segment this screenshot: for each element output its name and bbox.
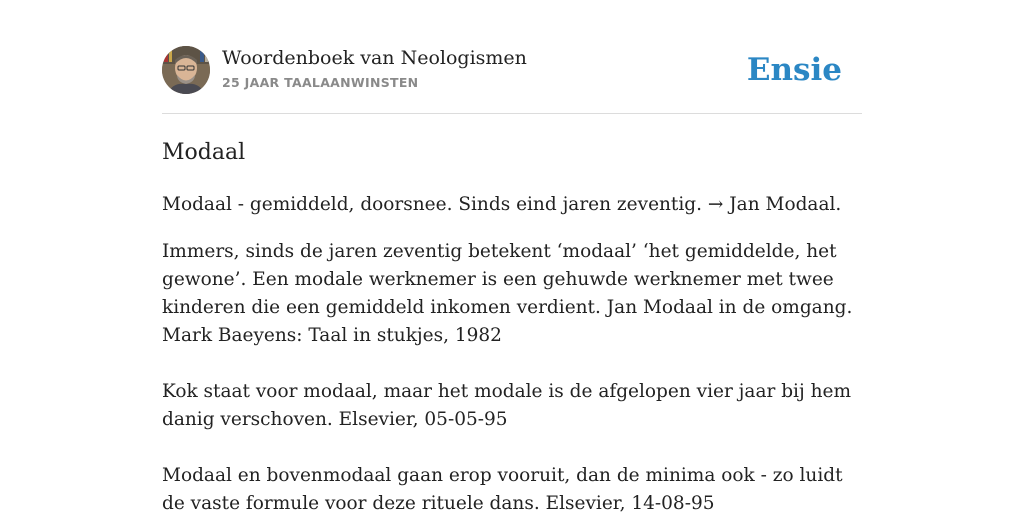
entry-title: Modaal — [162, 140, 246, 165]
avatar-image-icon — [162, 46, 210, 94]
entry-quotes — [162, 238, 862, 512]
page-container — [162, 46, 862, 512]
ensie-logo-link[interactable]: Ensie — [746, 52, 842, 88]
quote-paragraph: Kok staat voor modaal, maar het modale is de afgelopen vier jaar bij hem danig verschoven. Elsevier, 05-05-95 — [162, 381, 851, 430]
site-title[interactable]: Woordenboek van Neologismen — [222, 47, 527, 69]
site-header — [162, 46, 862, 114]
quote-paragraph: Immers, sinds de jaren zeventig betekent ‘modaal’ ‘het gemiddelde, het gewone’. Een modale werknemer is een gehuwde werknemer met twee kinderen die een gemiddeld inkomen verdient. Jan Modaal in de omgang. Mark Baeyens: Taal in stukjes, 1982 — [162, 241, 853, 346]
quote-paragraph: Modaal en bovenmodaal gaan erop vooruit, dan de minima ook - zo luidt de vaste formule voor deze rituele dans. Elsevier, 14-08-95 — [162, 465, 843, 512]
site-subtitle: 25 JAAR TAALAANWINSTEN — [222, 75, 419, 90]
author-avatar[interactable] — [162, 46, 210, 94]
entry-definition: Modaal - gemiddeld, doorsnee. Sinds eind jaren zeventig. → Jan Modaal. — [162, 194, 842, 215]
